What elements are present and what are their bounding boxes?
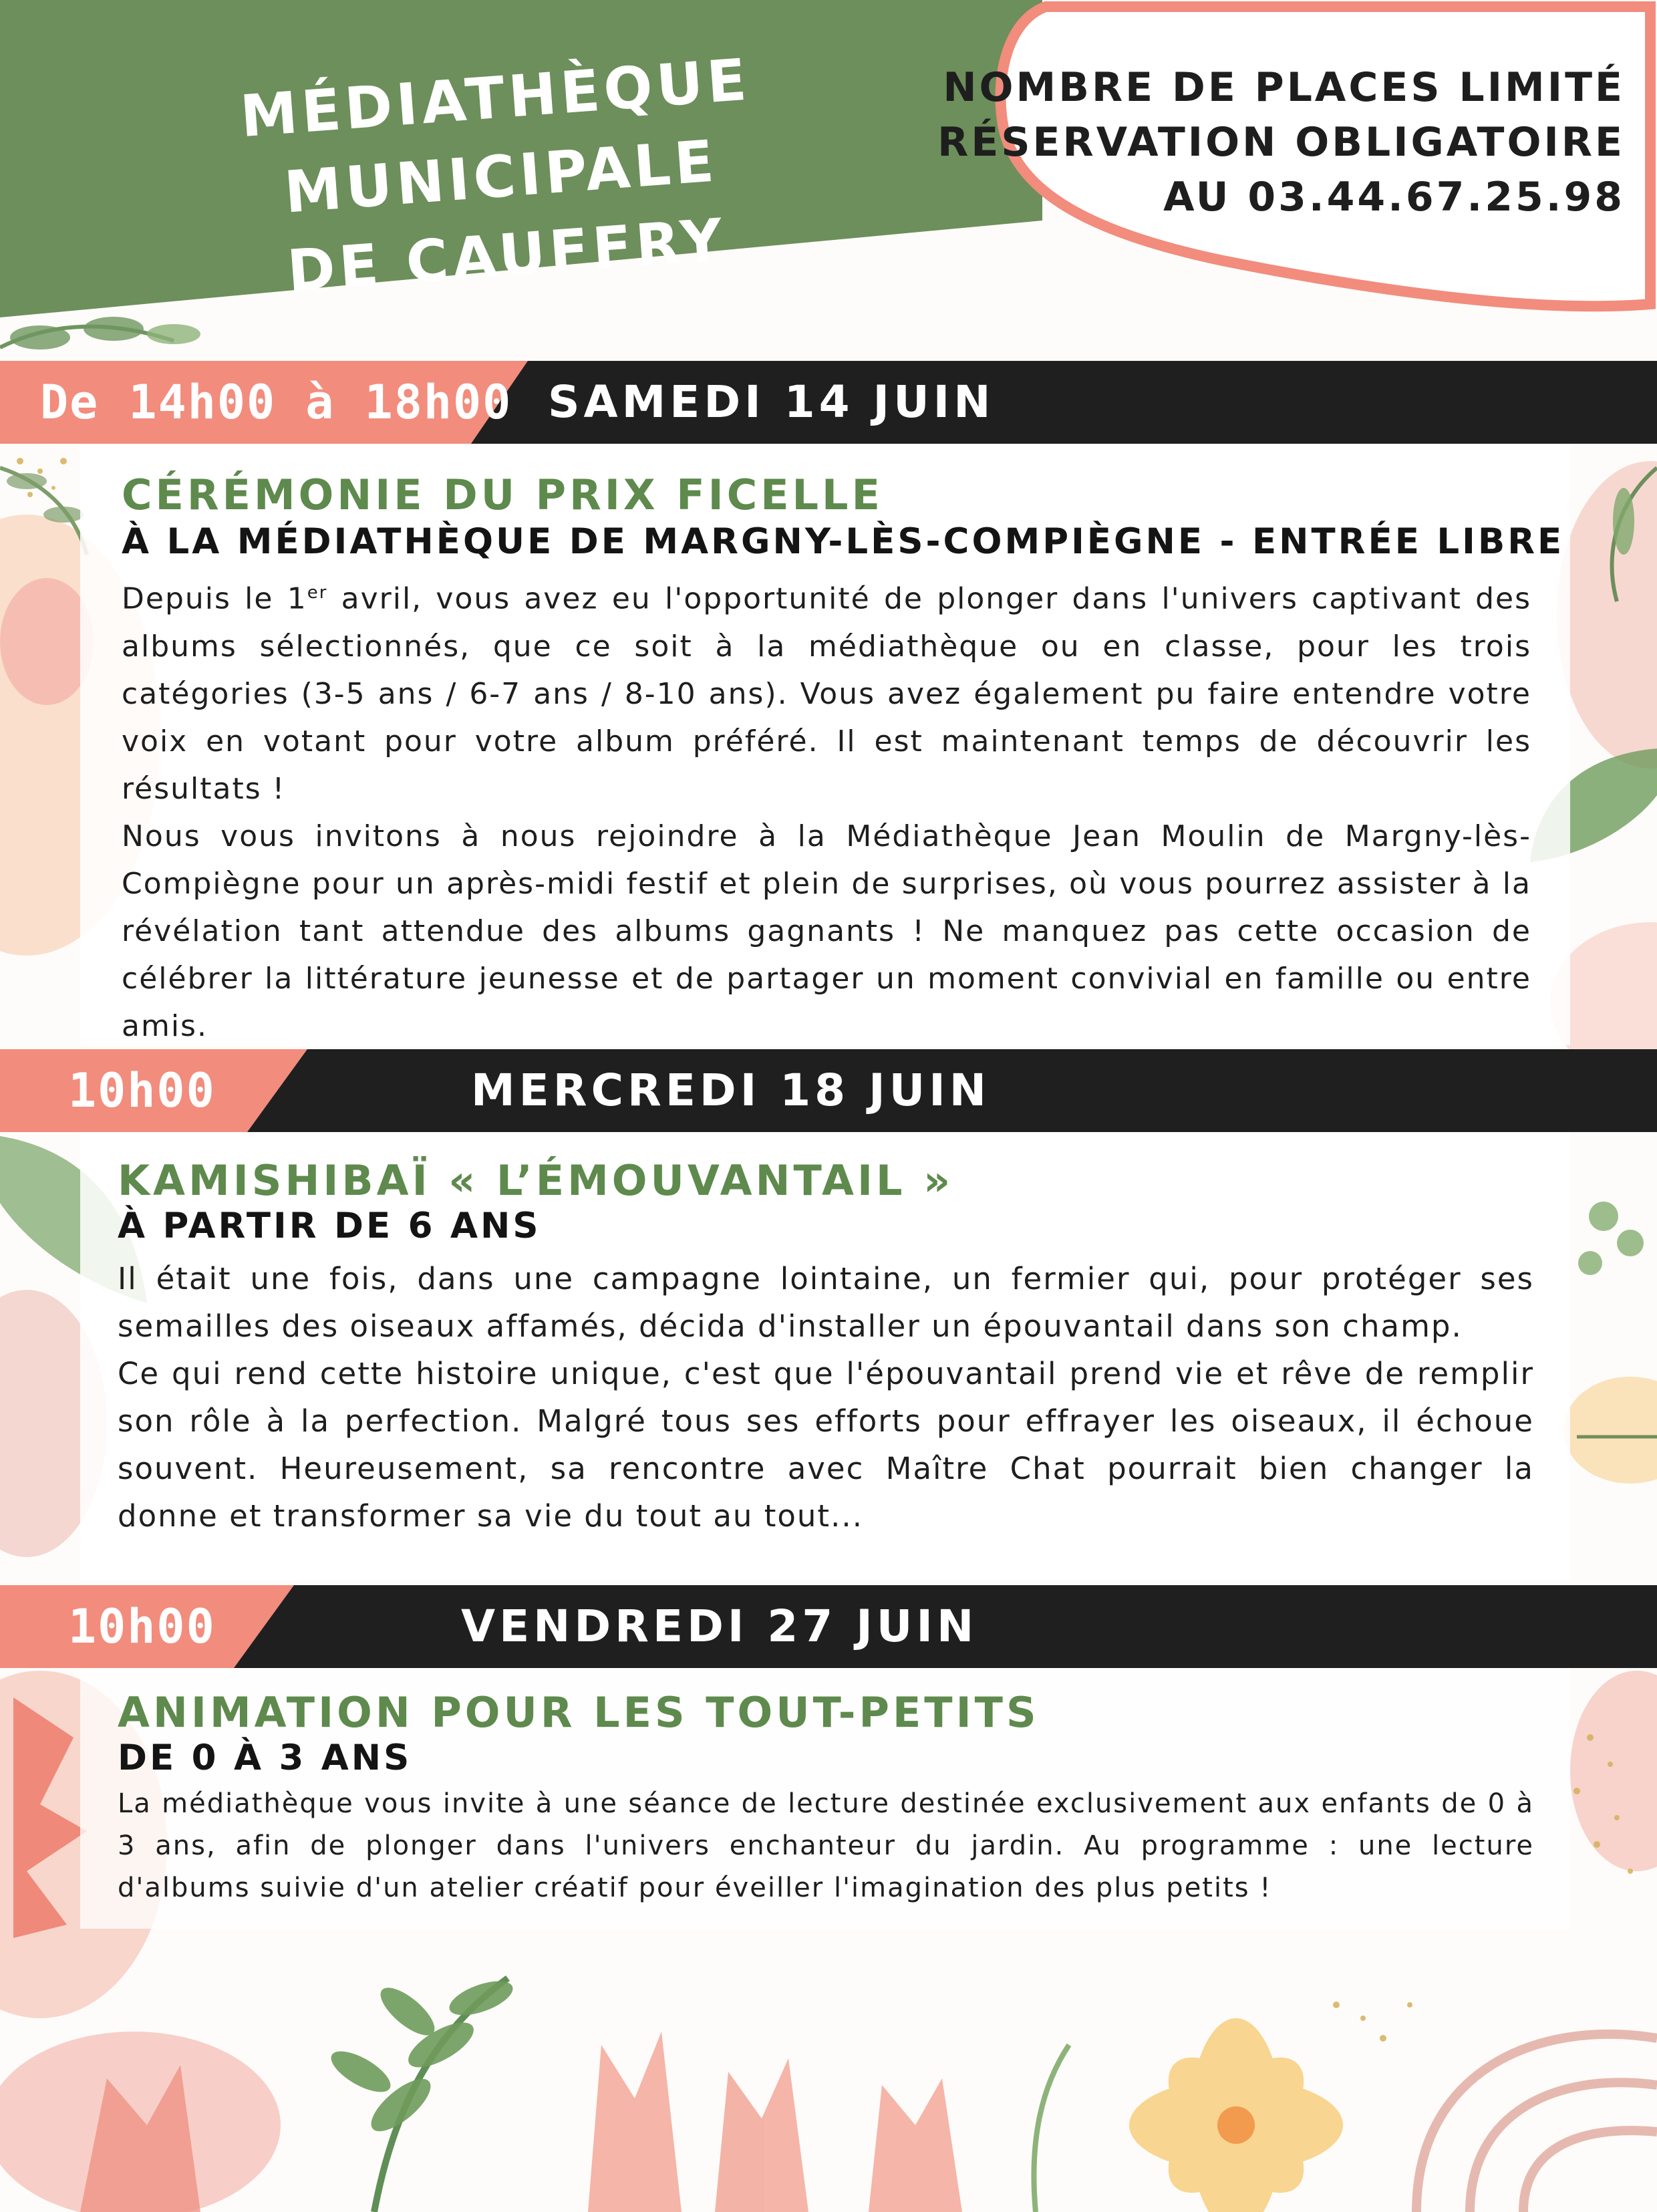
title-line-2: DE CAUFFRY [285,206,729,305]
event-1-time: De 14h00 à 18h00 [40,375,512,430]
event-2-panel [80,1132,1570,1580]
event-1-p1-start: Depuis le 1 [122,581,307,616]
event-bar-2 [0,1049,1657,1132]
event-1-day: SAMEDI 14 JUIN [548,376,995,428]
event-1-panel [80,444,1570,1045]
event-1-title: CÉRÉMONIE DU PRIX FICELLE [122,470,883,519]
event-2-time: 10h00 [68,1063,216,1118]
event-3-time: 10h00 [68,1599,216,1654]
reservation-notice [923,60,1625,225]
event-1-paragraph-1 [122,569,1531,813]
event-3-panel [80,1668,1570,1929]
event-1-subtitle: À LA MÉDIATHÈQUE DE MARGNY-LÈS-COMPIÈGNE - ENTRÉE LIBRE [122,521,1565,562]
title-line-1: MÉDIATHÈQUE MUNICIPALE [238,46,753,227]
event-2-description [118,1255,1534,1540]
event-3-description [118,1783,1534,1909]
notice-line-1: NOMBRE DE PLACES LIMITÉ [943,64,1625,111]
event-2-paragraph-2: Ce qui rend cette histoire unique, c'est que l'épouvantail prend vie et rêve de remplir son rôle à la perfection. Malgré tous ses efforts pour effrayer les oiseaux, il échoue souvent. Heureusement, sa rencontre avec Maître Chat pourrait bien changer la donne et transformer sa vie du tout au tout... [118,1356,1534,1534]
event-2-day: MERCREDI 18 JUIN [471,1065,991,1116]
event-1-paragraph-2: Nous vous invitons à nous rejoindre à la Médiathèque Jean Moulin de Margny-lès-Compiègne pour un après-midi festif et plein de surprises, où vous pourrez assister à la révélation tant attendue des albums gagnants ! Ne manquez pas cette occasion de célébrer la littérature jeunesse et de partager un moment convivial en famille ou entre amis. [122,819,1531,1043]
event-2-paragraph-1: Il était une fois, dans une campagne lointaine, un fermier qui, pour protéger ses semailles des oiseaux affamés, décida d'installer un épouvantail dans son champ. [118,1261,1534,1344]
notice-line-2: RÉSERVATION OBLIGATOIRE [937,119,1625,166]
event-2-title: KAMISHIBAÏ « L’ÉMOUVANTAIL » [118,1156,954,1205]
event-3-title: ANIMATION POUR LES TOUT-PETITS [118,1688,1040,1737]
event-1-description [122,569,1531,1050]
event-1-p1-sup: er [307,583,328,603]
event-3-day: VENDREDI 27 JUIN [461,1601,978,1652]
event-bar-1 [0,361,1657,444]
notice-line-3: AU 03.44.67.25.98 [1163,174,1625,221]
event-3-subtitle: DE 0 À 3 ANS [118,1738,412,1778]
event-2-subtitle: À PARTIR DE 6 ANS [118,1206,541,1246]
event-3-paragraph-1: La médiathèque vous invite à une séance de lecture destinée exclusivement aux enfants de 0 à 3 ans, afin de plonger dans l'univers enchanteur du jardin. Au programme : une lecture d'albums suivie d'un atelier créatif pour éveiller l'imagination des plus petits ! [118,1788,1534,1903]
event-1-p1-rest: avril, vous avez eu l'opportunité de plonger dans l'univers captivant des albums sélectionnés, que ce soit à la médiathèque ou en classe, pour les trois catégories (3-5 ans / 6-7 ans / 8-10 ans). Vous avez également pu faire entendre votre voix en votant pour votre album préféré. Il est maintenant temps de découvrir les résultats ! [122,581,1531,806]
event-bar-3 [0,1585,1657,1668]
